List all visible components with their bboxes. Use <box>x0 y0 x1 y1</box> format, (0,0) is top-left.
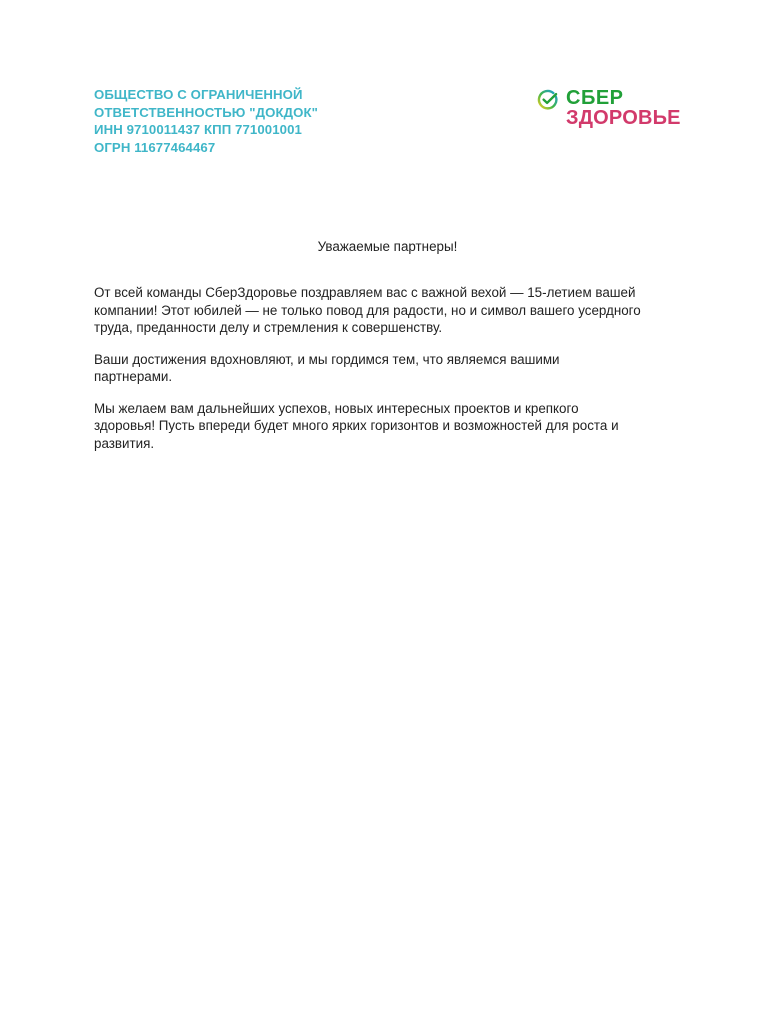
sber-check-icon <box>537 89 559 111</box>
paragraph-congratulation <box>94 284 694 337</box>
logo-sber-text: СБЕР <box>566 87 624 109</box>
paragraph-line: труда, преданности делу и стремления к совершенству. <box>94 320 443 335</box>
paragraph-line: партнерами. <box>94 369 173 384</box>
paragraph-wishes <box>94 400 694 453</box>
paragraph-line: От всей команды СберЗдоровье поздравляем вас с важной вехой — 15-летием вашей <box>94 285 636 300</box>
paragraph-line: здоровья! Пусть впереди будет много ярких горизонтов и возможностей для роста и <box>94 418 619 433</box>
company-requisites <box>94 86 394 156</box>
paragraph-line: развития. <box>94 435 155 451</box>
paragraph-achievements <box>94 351 694 386</box>
logo-zdorovie-text: ЗДОРОВЬЕ <box>566 107 681 129</box>
company-name-line-2: ОТВЕТСТВЕННОСТЬЮ "ДОКДОК" <box>94 104 318 120</box>
company-name-line-1: ОБЩЕСТВО С ОГРАНИЧЕННОЙ <box>94 87 303 102</box>
paragraph-line: Ваши достижения вдохновляют, и мы гордимся тем, что являемся вашими <box>94 351 560 367</box>
letter-body <box>94 284 694 466</box>
paragraph-line: Мы желаем вам дальнейших успехов, новых интересных проектов и крепкого <box>94 400 579 416</box>
sber-zdorovie-logo <box>537 86 687 130</box>
company-inn-kpp: ИНН 9710011437 КПП 771001001 <box>94 122 302 137</box>
paragraph-line: компании! Этот юбилей — не только повод для радости, но и символ вашего усердного <box>94 302 641 318</box>
company-ogrn: ОГРН 11677464467 <box>94 139 216 155</box>
salutation: Уважаемые партнеры! <box>317 239 458 254</box>
